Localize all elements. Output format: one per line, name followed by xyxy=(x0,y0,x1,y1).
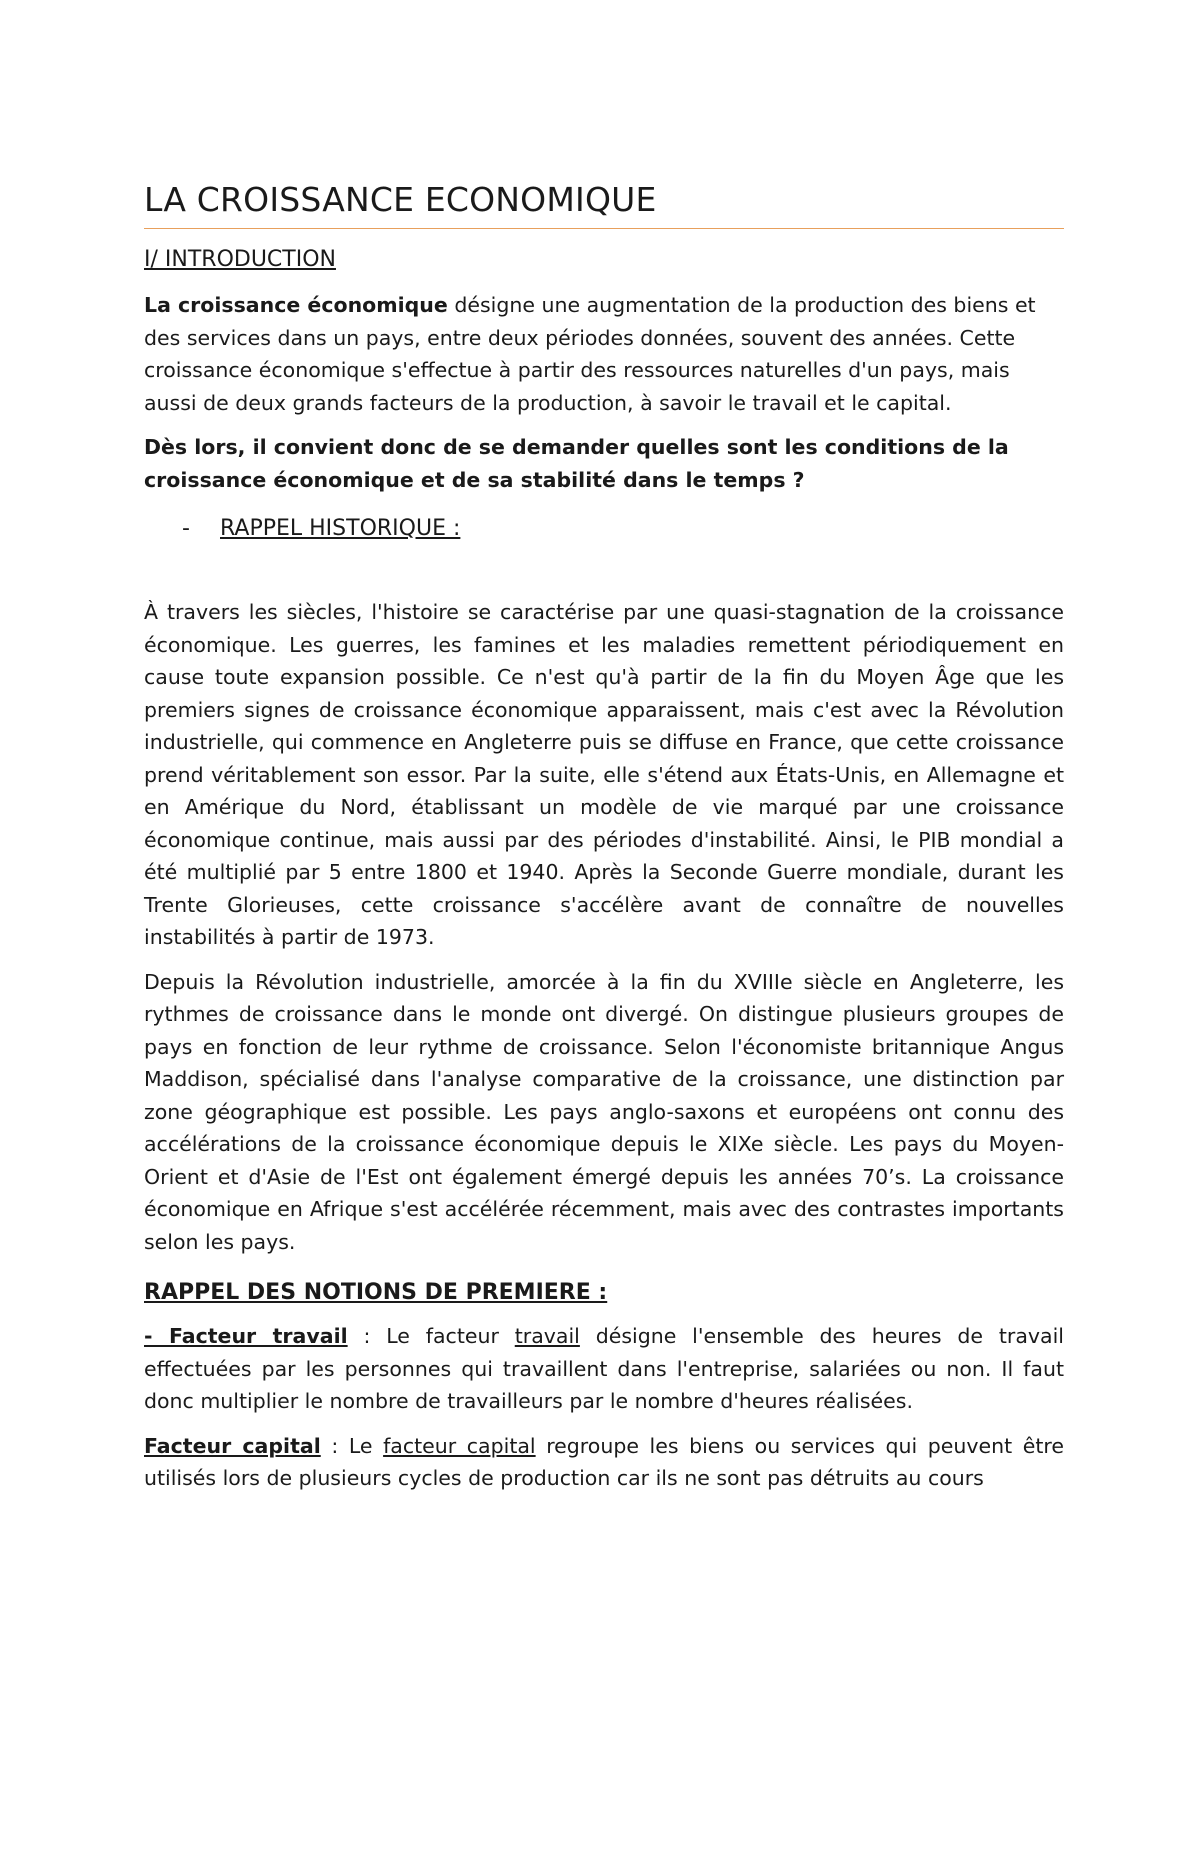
facteur-travail-label: - Facteur travail xyxy=(144,1324,348,1348)
facteur-travail-link[interactable]: travail xyxy=(514,1324,580,1348)
facteur-capital-text: regroupe les biens ou services qui peuvent être utilisés lors de plusieurs cycles de production car ils ne sont pas détruits au cours xyxy=(144,1433,1064,1490)
notions-heading: RAPPEL DES NOTIONS DE PREMIERE : xyxy=(144,1280,608,1305)
intro-paragraph xyxy=(144,289,1064,419)
rappel-historique-heading xyxy=(182,512,1064,546)
facteur-travail-colon: : xyxy=(347,1324,387,1348)
intro-heading: I/ INTRODUCTION xyxy=(144,247,336,272)
intro-term: La croissance économique xyxy=(144,293,448,317)
facteur-travail-pre: Le facteur xyxy=(386,1324,515,1348)
intro-text: désigne une augmentation de la production des biens et des services dans un pays, entre deux périodes données, souvent des années. Cette croissance économique s'effectue à partir des ressources naturelles d'un pays, mais aussi de deux grands facteurs de la production, à savoir le travail et le capital. xyxy=(144,293,1036,415)
rappel-historique-label: RAPPEL HISTORIQUE : xyxy=(220,516,461,541)
facteur-travail-paragraph xyxy=(144,1320,1064,1418)
facteur-capital-label: Facteur capital xyxy=(144,1433,321,1458)
problem-question: Dès lors, il convient donc de se demander quelles sont les conditions de la croissance économique et de sa stabilité dans le temps ? xyxy=(144,435,1009,492)
document-title: LA CROISSANCE ECONOMIQUE xyxy=(144,180,1064,229)
facteur-capital-paragraph xyxy=(144,1430,1064,1495)
facteur-capital-link[interactable]: facteur capital xyxy=(383,1433,536,1458)
bullet-dash: - xyxy=(182,516,190,541)
history-paragraph-2: Depuis la Révolution industrielle, amorcée à la fin du XVIIIe siècle en Angleterre, les rythmes de croissance dans le monde ont divergé. On distingue plusieurs groupes de pays en fonction de leur rythme de croissance. Selon l'économiste britannique Angus Maddison, spécialisé dans l'analyse comparative de la croissance, une distinction par zone géographique est possible. Les pays anglo-saxons et européens ont connu des accélérations de la croissance économique depuis le XIXe siècle. Les pays du Moyen-Orient et d'Asie de l'Est ont également émergé depuis les années 70’s. La croissance économique en Afrique s'est accélérée récemment, mais avec des contrastes importants selon les pays. xyxy=(144,969,1064,1254)
history-paragraph-1: À travers les siècles, l'histoire se caractérise par une quasi-stagnation de la croissance économique. Les guerres, les famines et les maladies remettent périodiquement en cause toute expansion possible. Ce n'est qu'à partir de la fin du Moyen Âge que les premiers signes de croissance économique apparaissent, mais c'est avec la Révolution industrielle, qui commence en Angleterre puis se diffuse en France, que cette croissance prend véritablement son essor. Par la suite, elle s'étend aux États-Unis, en Allemagne et en Amérique du Nord, établissant un modèle de vie marqué par une croissance économique continue, mais aussi par des périodes d'instabilité. Ainsi, le PIB mondial a été multiplié par 5 entre 1800 et 1940. Après la Seconde Guerre mondiale, durant les Trente Glorieuses, cette croissance s'accélère avant de connaître de nouvelles instabilités à partir de 1973. xyxy=(144,600,1064,949)
document-page xyxy=(0,180,1200,1876)
facteur-capital-colon: : Le xyxy=(320,1433,384,1458)
facteur-travail-text: désigne l'ensemble des heures de travail effectuées par les personnes qui travaillent dans l'entreprise, salariées ou non. Il faut donc multiplier le nombre de travailleurs par le nombre d'heures réalisées. xyxy=(144,1324,1064,1413)
